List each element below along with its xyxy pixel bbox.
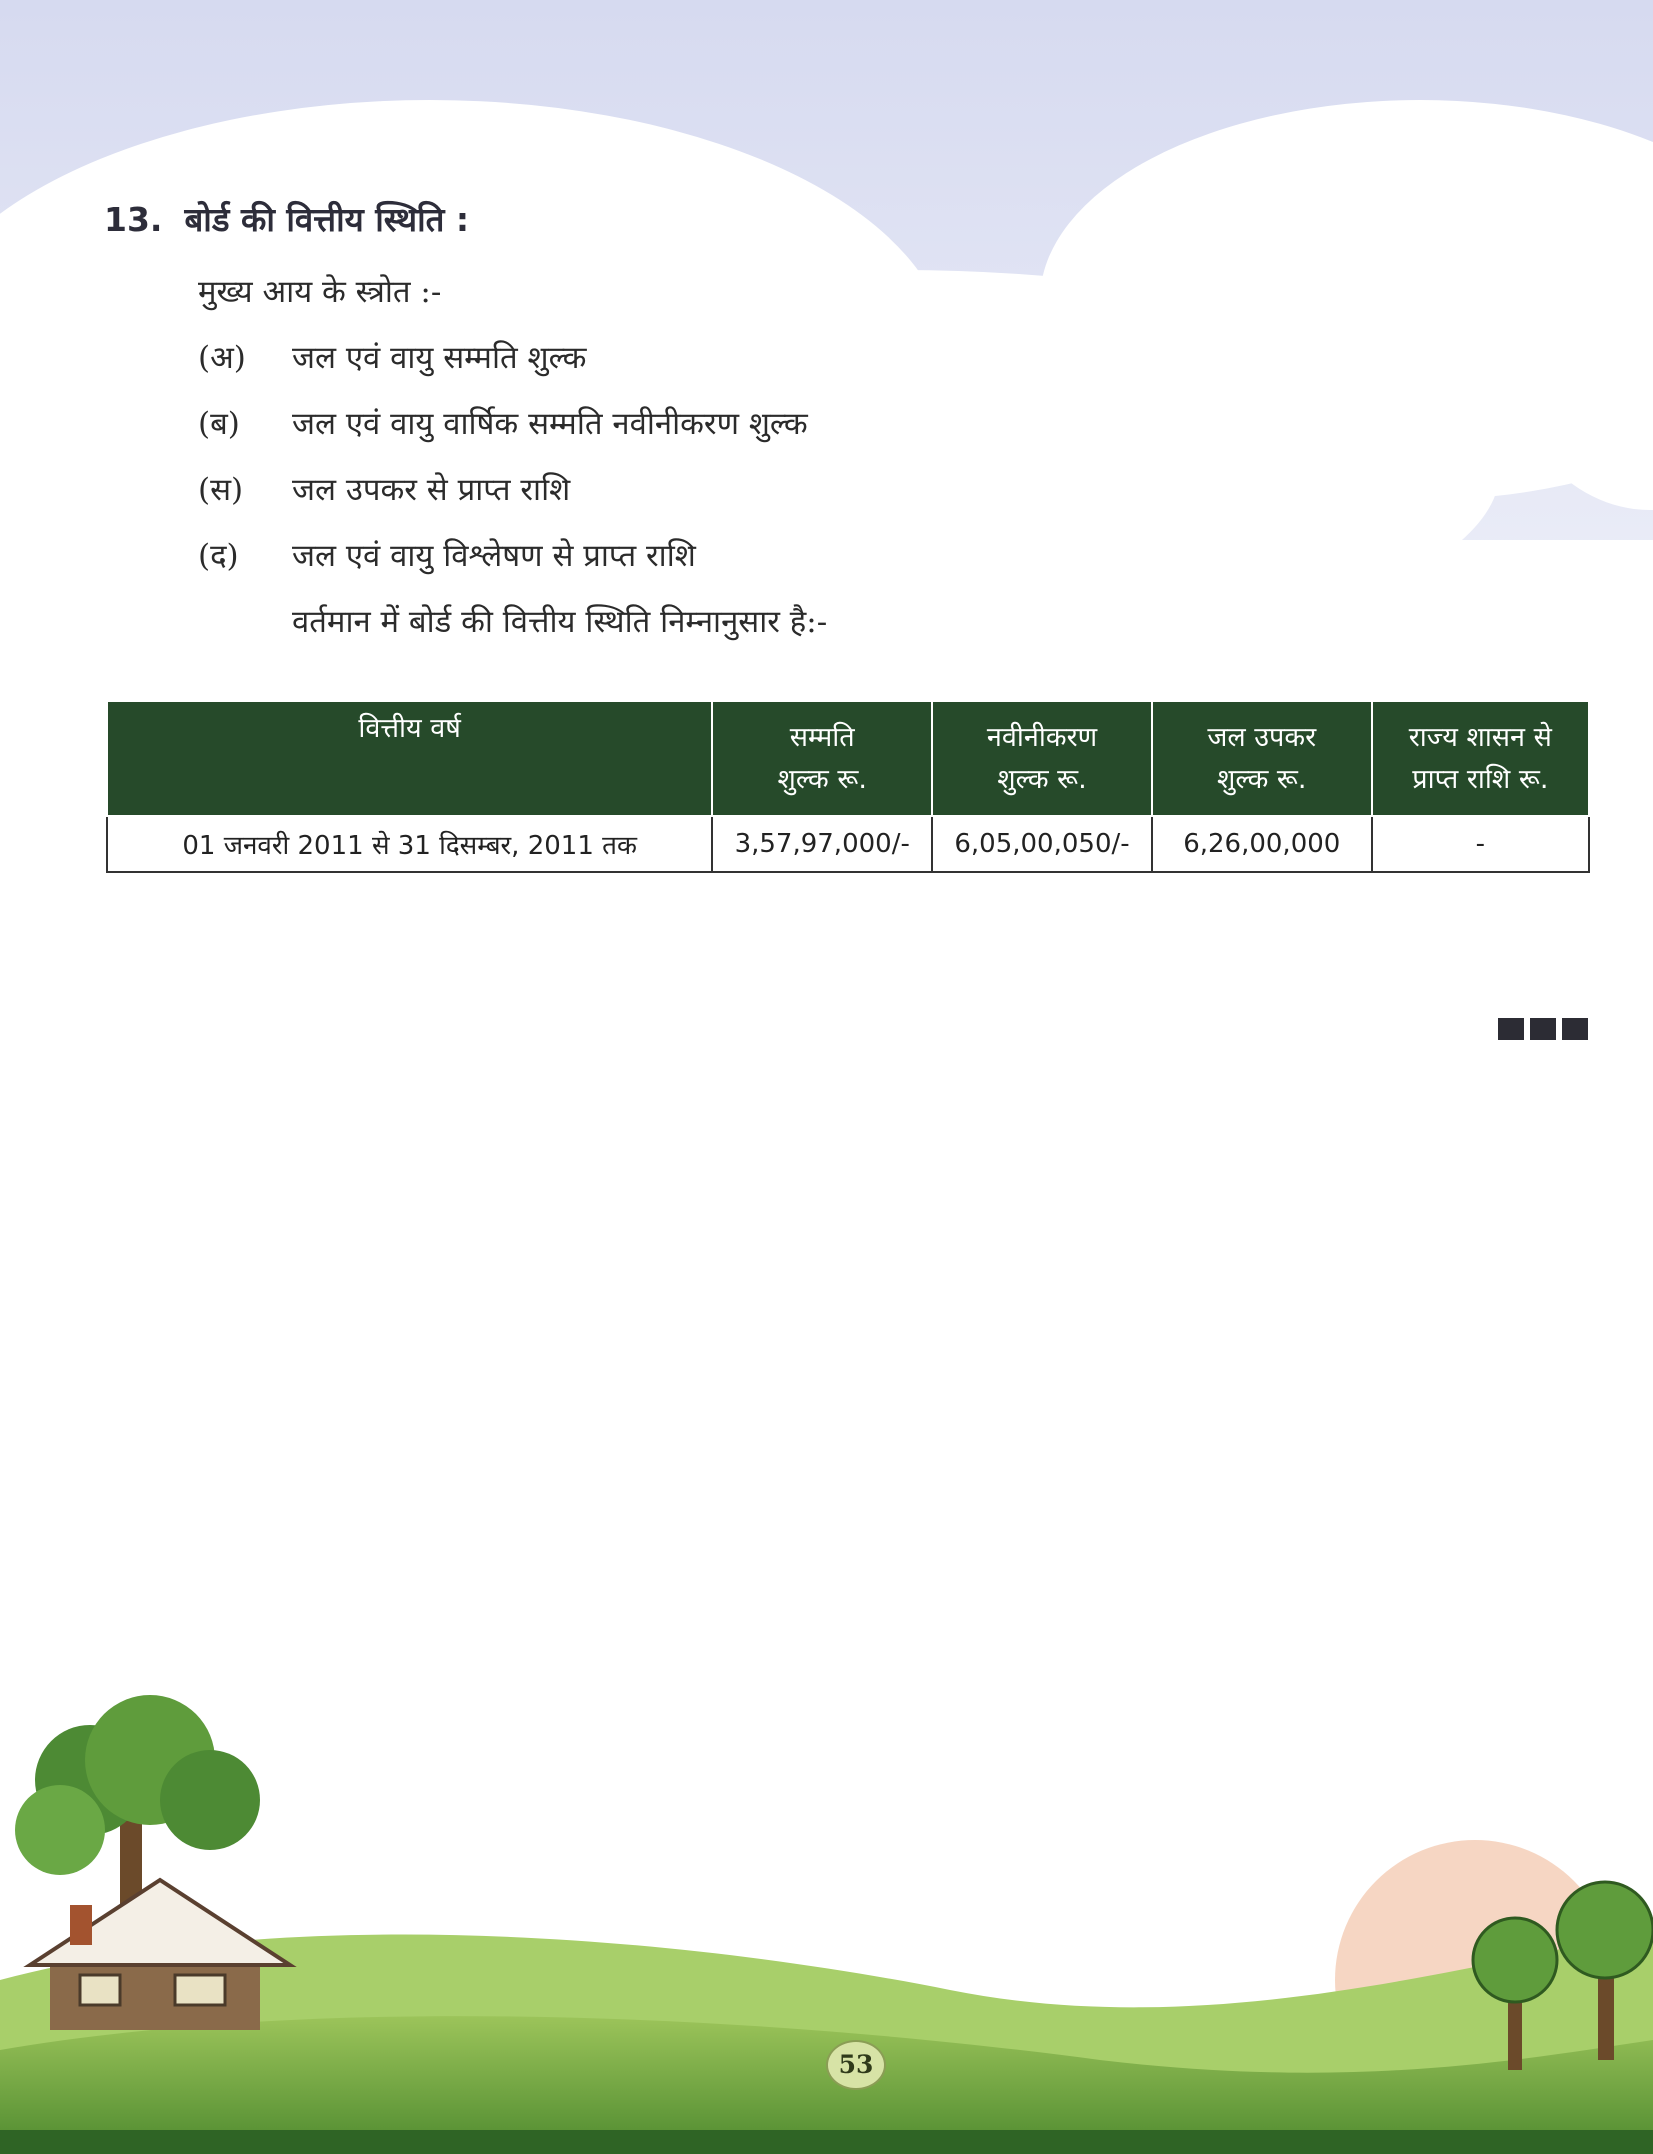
header-line: शुल्क रू. [777, 763, 867, 795]
header-water-cess-fee [1152, 701, 1372, 816]
item-marker: (अ) [198, 340, 246, 376]
cell-state-govt-amount: - [1372, 816, 1589, 872]
section-number: 13. [104, 200, 163, 239]
end-marker-square [1530, 1018, 1556, 1040]
financial-status-intro: वर्तमान में बोर्ड की वित्तीय स्थिति निम्नानुसार है:- [292, 604, 828, 640]
cell-consent-fee: 3,57,97,000/- [712, 816, 932, 872]
cell-renewal-fee: 6,05,00,050/- [932, 816, 1152, 872]
section-end-marker [1498, 1018, 1588, 1040]
item-marker: (स) [198, 472, 244, 508]
income-item [198, 336, 586, 378]
header-renewal-fee [932, 701, 1152, 816]
page-number: 53 [826, 2040, 886, 2090]
income-item [198, 468, 570, 510]
cell-water-cess-fee: 6,26,00,000 [1152, 816, 1372, 872]
income-sources-heading: मुख्य आय के स्त्रोत :- [198, 274, 442, 310]
section-title: बोर्ड की वित्तीय स्थिति : [184, 200, 470, 239]
item-marker: (द) [198, 538, 239, 574]
end-marker-square [1498, 1018, 1524, 1040]
item-text: जल उपकर से प्राप्त राशि [292, 472, 571, 508]
item-text: जल एवं वायु सम्मति शुल्क [292, 340, 587, 376]
header-line: वित्तीय वर्ष [358, 713, 461, 744]
income-item [198, 534, 696, 576]
income-item [198, 402, 808, 444]
header-line: सम्मति [789, 721, 855, 753]
header-state-govt-amount [1372, 701, 1589, 816]
item-marker: (ब) [198, 406, 240, 442]
cell-financial-year: 01 जनवरी 2011 से 31 दिसम्बर, 2011 तक [107, 816, 712, 872]
header-line: नवीनीकरण [986, 721, 1098, 753]
header-financial-year [107, 701, 712, 816]
header-line: प्राप्त राशि रू. [1412, 763, 1549, 795]
section-heading [104, 196, 469, 241]
header-line: जल उपकर [1207, 721, 1317, 753]
header-consent-fee [712, 701, 932, 816]
header-line: शुल्क रू. [1217, 763, 1307, 795]
table-row [107, 816, 1589, 872]
item-text: जल एवं वायु वार्षिक सम्मति नवीनीकरण शुल्क [292, 406, 808, 442]
table-header-row [107, 701, 1589, 816]
financial-status-table [106, 700, 1590, 873]
header-line: राज्य शासन से [1408, 721, 1552, 753]
end-marker-square [1562, 1018, 1588, 1040]
item-text: जल एवं वायु विश्लेषण से प्राप्त राशि [292, 538, 696, 574]
header-line: शुल्क रू. [997, 763, 1087, 795]
